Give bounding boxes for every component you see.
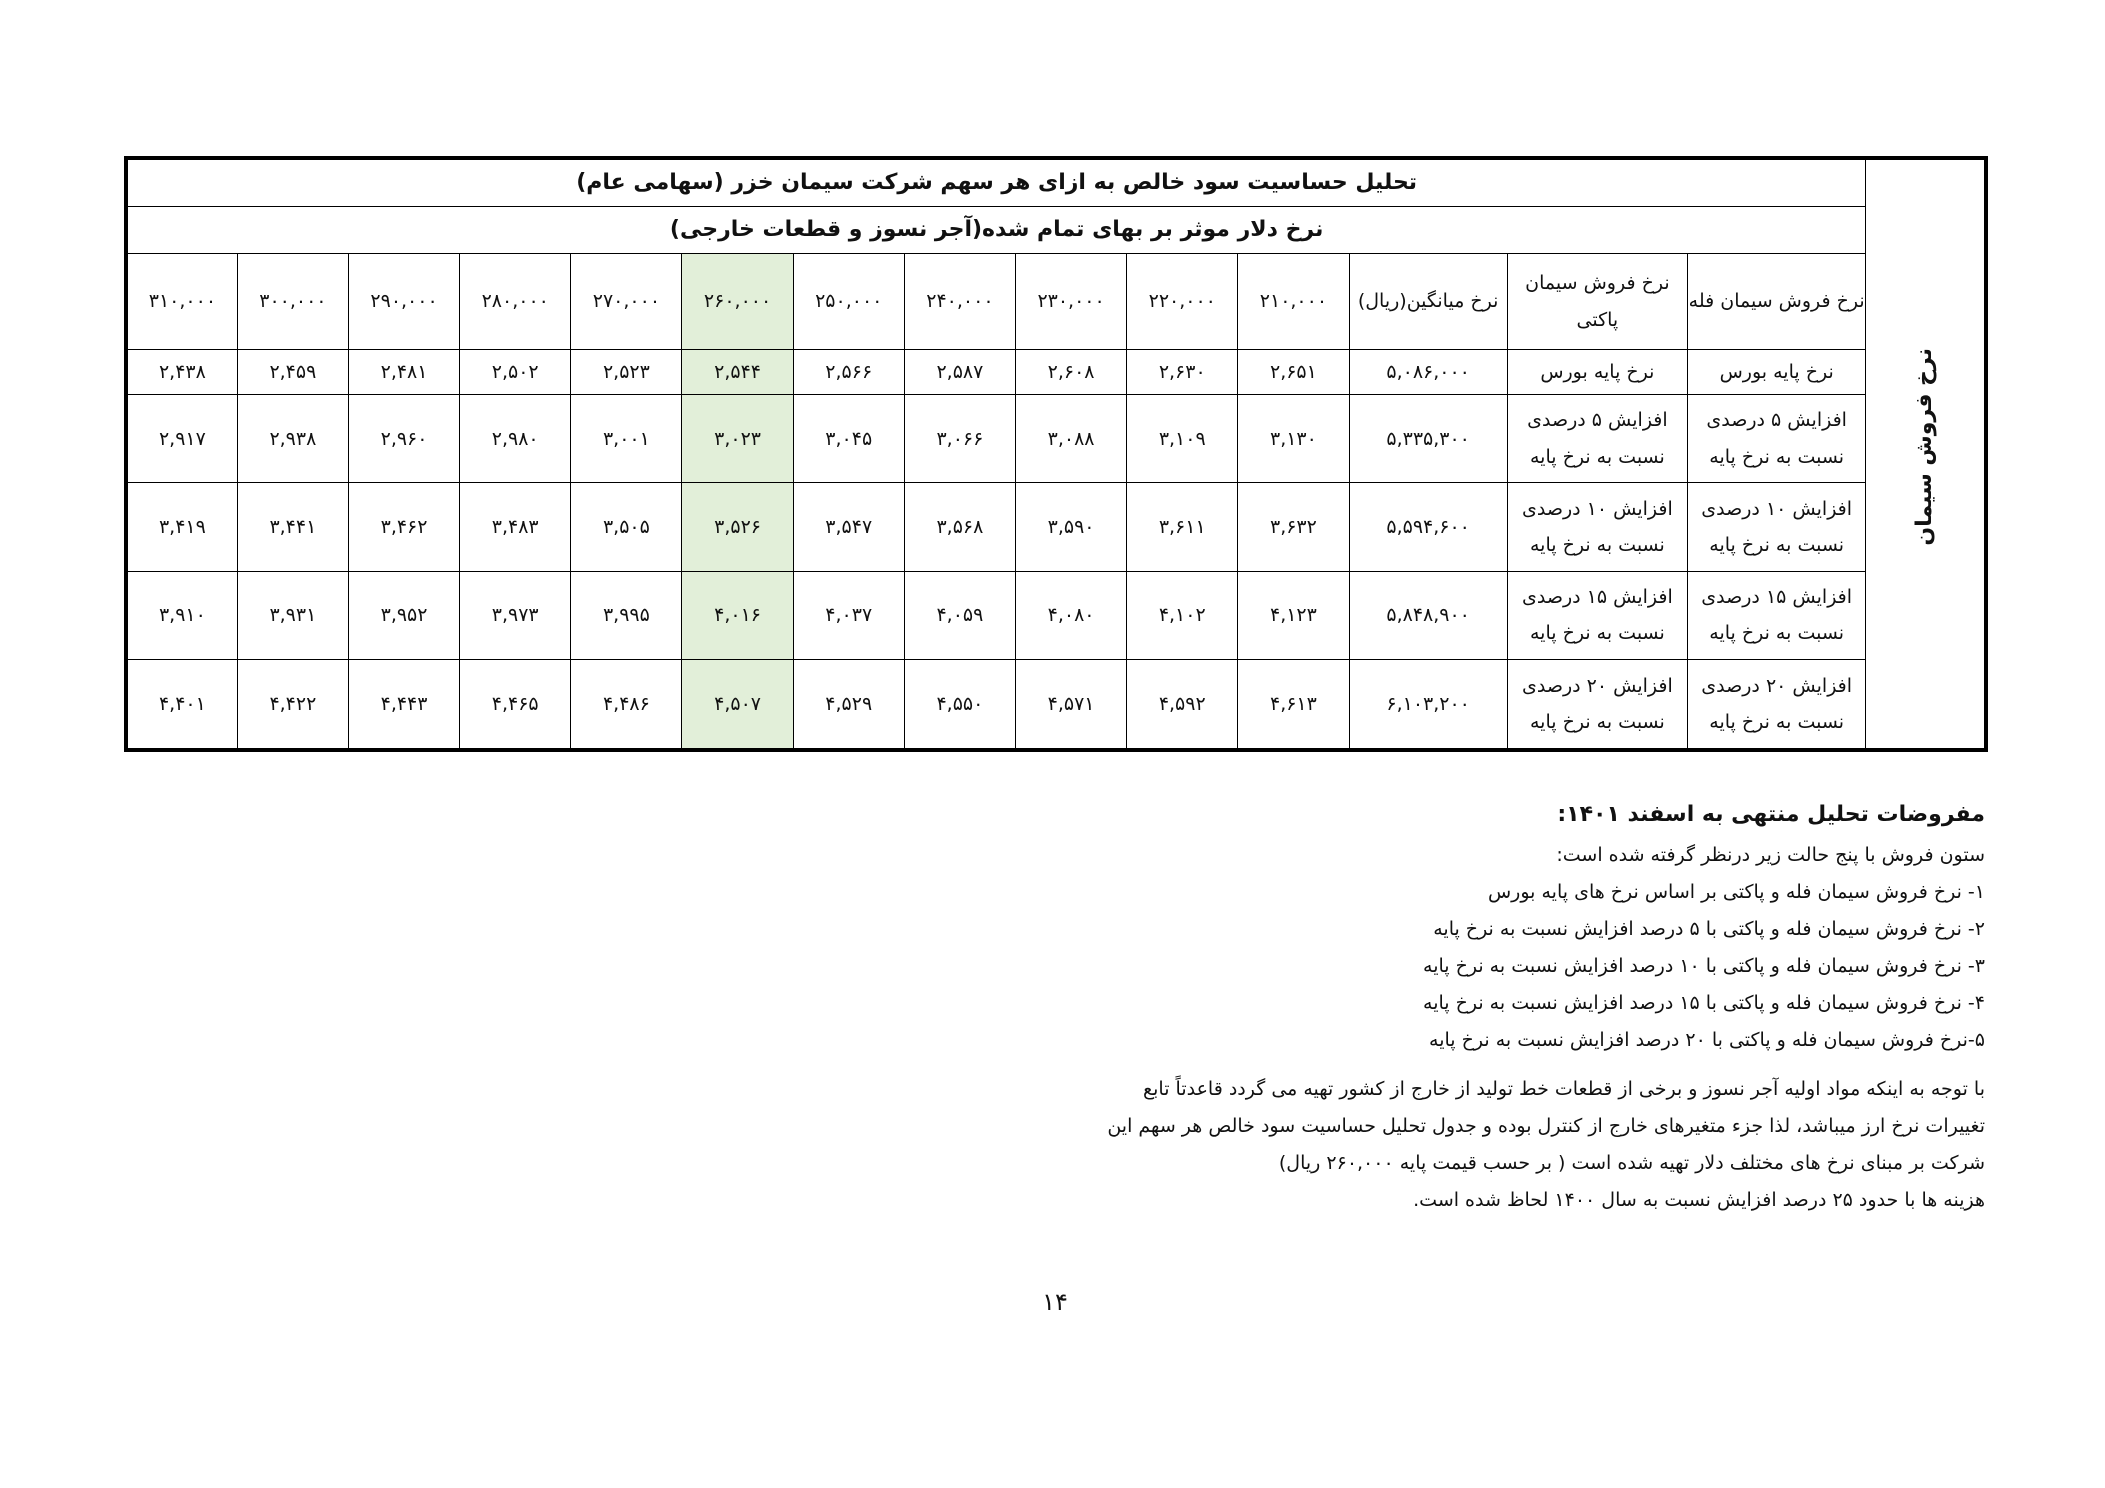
sensitivity-table <box>124 156 1988 752</box>
eps-value-cell: ۳,۴۶۲ <box>348 483 459 571</box>
dollar-rate-header: ۳۰۰,۰۰۰ <box>237 254 348 350</box>
dollar-rate-header: ۲۸۰,۰۰۰ <box>460 254 571 350</box>
eps-value-cell: ۴,۴۶۵ <box>460 660 571 750</box>
eps-value-cell: ۳,۹۱۰ <box>126 571 237 659</box>
eps-value-cell: ۲,۵۰۲ <box>460 350 571 395</box>
notes-intro: ستون فروش با پنج حالت زیر درنظر گرفته شده است: <box>1556 844 1985 866</box>
eps-value-cell: ۳,۵۰۵ <box>571 483 682 571</box>
avg-rate-cell: ۵,۰۸۶,۰۰۰ <box>1349 350 1507 395</box>
bulk-rate-cell: افزایش ۱۵ درصدی نسبت به نرخ پایه <box>1688 571 1866 659</box>
eps-value-cell: ۴,۴۰۱ <box>126 660 237 750</box>
eps-value-cell: ۲,۹۳۸ <box>237 394 348 482</box>
eps-value-cell: ۳,۴۱۹ <box>126 483 237 571</box>
notes-paragraph <box>885 1071 1985 1219</box>
packed-rate-cell: نرخ پایه بورس <box>1507 350 1687 395</box>
eps-value-cell: ۳,۰۴۵ <box>793 394 904 482</box>
dollar-rate-header: ۲۴۰,۰۰۰ <box>904 254 1015 350</box>
notes-item: ۵-نرخ فروش سیمان فله و پاکتی با ۲۰ درصد افزایش نسبت به نرخ پایه <box>1429 1029 1985 1051</box>
notes-item: ۲- نرخ فروش سیمان فله و پاکتی با ۵ درصد افزایش نسبت به نرخ پایه <box>1433 918 1985 940</box>
eps-value-cell: ۳,۴۴۱ <box>237 483 348 571</box>
packed-rate-cell: افزایش ۲۰ درصدی نسبت به نرخ پایه <box>1507 660 1687 750</box>
eps-value-cell: ۴,۵۰۷ <box>682 660 793 750</box>
eps-value-cell: ۲,۶۳۰ <box>1127 350 1238 395</box>
eps-value-cell: ۳,۹۳۱ <box>237 571 348 659</box>
eps-value-cell: ۳,۹۵۲ <box>348 571 459 659</box>
table-subtitle: نرخ دلار موثر بر بهای تمام شده(آجر نسوز و قطعات خارجی) <box>126 207 1866 254</box>
dollar-rate-header: ۲۵۰,۰۰۰ <box>793 254 904 350</box>
eps-value-cell: ۴,۰۱۶ <box>682 571 793 659</box>
eps-value-cell: ۳,۵۶۸ <box>904 483 1015 571</box>
dollar-rate-header: ۲۷۰,۰۰۰ <box>571 254 682 350</box>
notes-paragraph-line: با توجه به اینکه مواد اولیه آجر نسوز و برخی از قطعات خط تولید از خارج از کشور تهیه می گردد قاعدتاً تابع <box>1143 1078 1985 1100</box>
eps-value-cell: ۲,۵۶۶ <box>793 350 904 395</box>
avg-rate-cell: ۵,۳۳۵,۳۰۰ <box>1349 394 1507 482</box>
notes-paragraph-line: تغییرات نرخ ارز میباشد، لذا جزء متغیرهای خارج از کنترل بوده و جدول تحلیل حساسیت سود خالص هر سهم این <box>1107 1115 1985 1137</box>
eps-value-cell: ۴,۴۴۳ <box>348 660 459 750</box>
table-row <box>126 660 1986 750</box>
dollar-rate-header: ۳۱۰,۰۰۰ <box>126 254 237 350</box>
eps-value-cell: ۴,۱۰۲ <box>1127 571 1238 659</box>
eps-value-cell: ۳,۴۸۳ <box>460 483 571 571</box>
eps-value-cell: ۳,۶۱۱ <box>1127 483 1238 571</box>
table-title: تحلیل حساسیت سود خالص به ازای هر سهم شرکت سیمان خزر (سهامی عام) <box>126 158 1866 207</box>
eps-value-cell: ۲,۹۸۰ <box>460 394 571 482</box>
eps-value-cell: ۳,۶۳۲ <box>1238 483 1349 571</box>
eps-value-cell: ۳,۹۷۳ <box>460 571 571 659</box>
side-label: نرخ فروش سیمان <box>1912 347 1938 546</box>
dollar-rate-header: ۲۳۰,۰۰۰ <box>1016 254 1127 350</box>
bulk-rate-cell: افزایش ۲۰ درصدی نسبت به نرخ پایه <box>1688 660 1866 750</box>
notes-paragraph-line: شرکت بر مبنای نرخ های مختلف دلار تهیه شده است ( بر حسب قیمت پایه ۲۶۰,۰۰۰ ریال) <box>1278 1152 1985 1174</box>
table-row <box>126 394 1986 482</box>
eps-value-cell: ۲,۵۲۳ <box>571 350 682 395</box>
side-label-cell <box>1866 158 1986 750</box>
eps-value-cell: ۳,۵۹۰ <box>1016 483 1127 571</box>
bulk-rate-cell: افزایش ۵ درصدی نسبت به نرخ پایه <box>1688 394 1866 482</box>
eps-value-cell: ۳,۵۲۶ <box>682 483 793 571</box>
eps-value-cell: ۲,۵۴۴ <box>682 350 793 395</box>
packed-rate-cell: افزایش ۱۰ درصدی نسبت به نرخ پایه <box>1507 483 1687 571</box>
notes-item: ۴- نرخ فروش سیمان فله و پاکتی با ۱۵ درصد افزایش نسبت به نرخ پایه <box>1423 992 1985 1014</box>
eps-value-cell: ۳,۰۰۱ <box>571 394 682 482</box>
assumptions-notes <box>885 796 1985 1219</box>
eps-value-cell: ۲,۴۵۹ <box>237 350 348 395</box>
eps-value-cell: ۴,۰۳۷ <box>793 571 904 659</box>
avg-rate-cell: ۵,۵۹۴,۶۰۰ <box>1349 483 1507 571</box>
dollar-rate-header: ۲۹۰,۰۰۰ <box>348 254 459 350</box>
eps-value-cell: ۴,۱۲۳ <box>1238 571 1349 659</box>
dollar-rate-header: ۲۲۰,۰۰۰ <box>1127 254 1238 350</box>
packed-rate-cell: افزایش ۵ درصدی نسبت به نرخ پایه <box>1507 394 1687 482</box>
table-row <box>126 350 1986 395</box>
eps-value-cell: ۳,۱۳۰ <box>1238 394 1349 482</box>
eps-value-cell: ۳,۱۰۹ <box>1127 394 1238 482</box>
eps-value-cell: ۲,۴۳۸ <box>126 350 237 395</box>
eps-value-cell: ۳,۹۹۵ <box>571 571 682 659</box>
eps-value-cell: ۴,۶۱۳ <box>1238 660 1349 750</box>
eps-value-cell: ۲,۶۰۸ <box>1016 350 1127 395</box>
eps-value-cell: ۴,۵۲۹ <box>793 660 904 750</box>
eps-value-cell: ۴,۵۷۱ <box>1016 660 1127 750</box>
eps-value-cell: ۴,۵۵۰ <box>904 660 1015 750</box>
notes-item: ۱- نرخ فروش سیمان فله و پاکتی بر اساس نرخ های پایه بورس <box>1487 881 1985 903</box>
eps-value-cell: ۲,۵۸۷ <box>904 350 1015 395</box>
header-packed: نرخ فروش سیمان پاکتی <box>1507 254 1687 350</box>
bulk-rate-cell: افزایش ۱۰ درصدی نسبت به نرخ پایه <box>1688 483 1866 571</box>
notes-item: ۳- نرخ فروش سیمان فله و پاکتی با ۱۰ درصد افزایش نسبت به نرخ پایه <box>1423 955 1985 977</box>
header-avg: نرخ میانگین(ریال) <box>1349 254 1507 350</box>
eps-value-cell: ۴,۰۵۹ <box>904 571 1015 659</box>
eps-value-cell: ۴,۵۹۲ <box>1127 660 1238 750</box>
notes-list <box>885 874 1985 1059</box>
notes-paragraph-line: هزینه ها با حدود ۲۵ درصد افزایش نسبت به سال ۱۴۰۰ لحاظ شده است. <box>1413 1189 1985 1211</box>
table-row <box>126 483 1986 571</box>
eps-value-cell: ۲,۹۶۰ <box>348 394 459 482</box>
dollar-rate-header: ۲۶۰,۰۰۰ <box>682 254 793 350</box>
packed-rate-cell: افزایش ۱۵ درصدی نسبت به نرخ پایه <box>1507 571 1687 659</box>
eps-value-cell: ۲,۹۱۷ <box>126 394 237 482</box>
eps-value-cell: ۴,۰۸۰ <box>1016 571 1127 659</box>
eps-value-cell: ۲,۶۵۱ <box>1238 350 1349 395</box>
eps-value-cell: ۳,۰۲۳ <box>682 394 793 482</box>
eps-value-cell: ۳,۵۴۷ <box>793 483 904 571</box>
eps-value-cell: ۳,۰۶۶ <box>904 394 1015 482</box>
page-number: ۱۴ <box>1042 1288 1068 1316</box>
header-bulk: نرخ فروش سیمان فله <box>1688 254 1866 350</box>
eps-value-cell: ۴,۴۸۶ <box>571 660 682 750</box>
notes-heading: مفروضات تحلیل منتهی به اسفند ۱۴۰۱: <box>1557 802 1985 827</box>
dollar-rate-header: ۲۱۰,۰۰۰ <box>1238 254 1349 350</box>
avg-rate-cell: ۵,۸۴۸,۹۰۰ <box>1349 571 1507 659</box>
bulk-rate-cell: نرخ پایه بورس <box>1688 350 1866 395</box>
eps-value-cell: ۲,۴۸۱ <box>348 350 459 395</box>
eps-value-cell: ۴,۴۲۲ <box>237 660 348 750</box>
table-row <box>126 571 1986 659</box>
avg-rate-cell: ۶,۱۰۳,۲۰۰ <box>1349 660 1507 750</box>
eps-value-cell: ۳,۰۸۸ <box>1016 394 1127 482</box>
